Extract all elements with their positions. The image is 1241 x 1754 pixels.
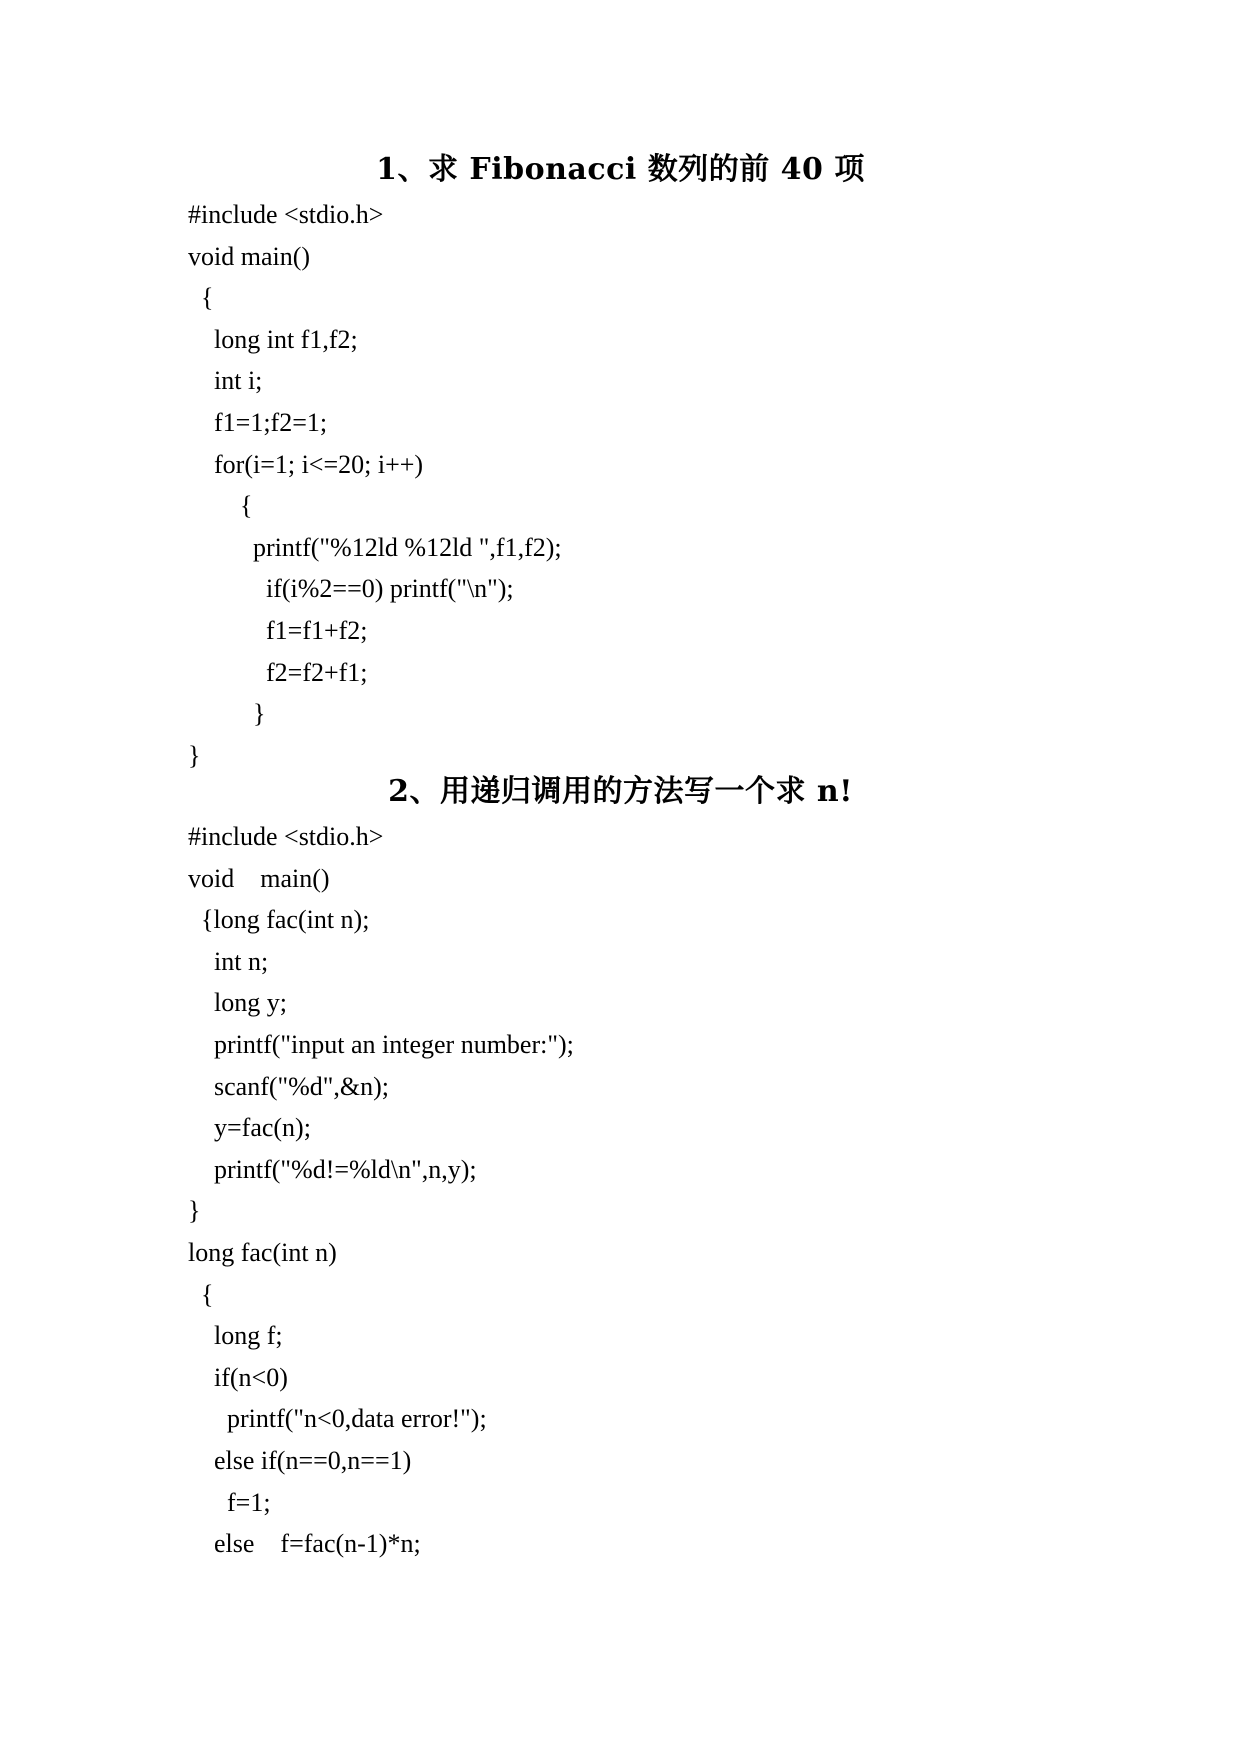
code-line: { [188, 491, 253, 521]
code-line: f=1; [188, 1487, 271, 1517]
code-line: printf("%d!=%ld\n",n,y); [188, 1154, 477, 1184]
code-line: long int f1,f2; [188, 324, 358, 354]
code-line: long fac(int n) [188, 1238, 337, 1267]
fibonacci-code-block [188, 194, 562, 776]
section-2-title: 2、用递归调用的方法写一个求 n! [388, 774, 853, 809]
code-line: { [188, 283, 214, 313]
factorial-fac-code-block [188, 1232, 487, 1565]
code-line: y=fac(n); [188, 1113, 311, 1143]
code-line: } [188, 699, 266, 729]
code-line: int i; [188, 366, 263, 396]
code-line: { [188, 1279, 214, 1309]
code-line: long y; [188, 988, 287, 1018]
code-line: #include <stdio.h> [188, 200, 384, 229]
code-line: else if(n==0,n==1) [188, 1445, 412, 1475]
section-1-title: 1、求 Fibonacci 数列的前 40 项 [376, 152, 865, 187]
code-line: if(i%2==0) printf("\n"); [188, 574, 514, 604]
code-line: #include <stdio.h> [188, 822, 384, 851]
code-line: printf("n<0,data error!"); [188, 1404, 487, 1434]
code-line: {long fac(int n); [188, 905, 370, 935]
code-line: printf("%12ld %12ld ",f1,f2); [188, 532, 562, 562]
code-line: f2=f2+f1; [188, 657, 368, 687]
code-line: f1=1;f2=1; [188, 407, 328, 437]
code-line: else f=fac(n-1)*n; [188, 1529, 421, 1559]
code-line: } [188, 1196, 201, 1226]
code-line: scanf("%d",&n); [188, 1071, 390, 1101]
code-line: f1=f1+f2; [188, 615, 368, 645]
code-line: printf("input an integer number:"); [188, 1029, 574, 1059]
code-line: for(i=1; i<=20; i++) [188, 449, 424, 479]
code-line: } [188, 740, 201, 770]
code-line: void main() [188, 863, 330, 893]
code-line: if(n<0) [188, 1362, 288, 1392]
factorial-main-code-block [188, 816, 574, 1232]
code-line: long f; [188, 1321, 283, 1351]
code-line: int n; [188, 946, 269, 976]
code-line: void main() [188, 241, 311, 271]
